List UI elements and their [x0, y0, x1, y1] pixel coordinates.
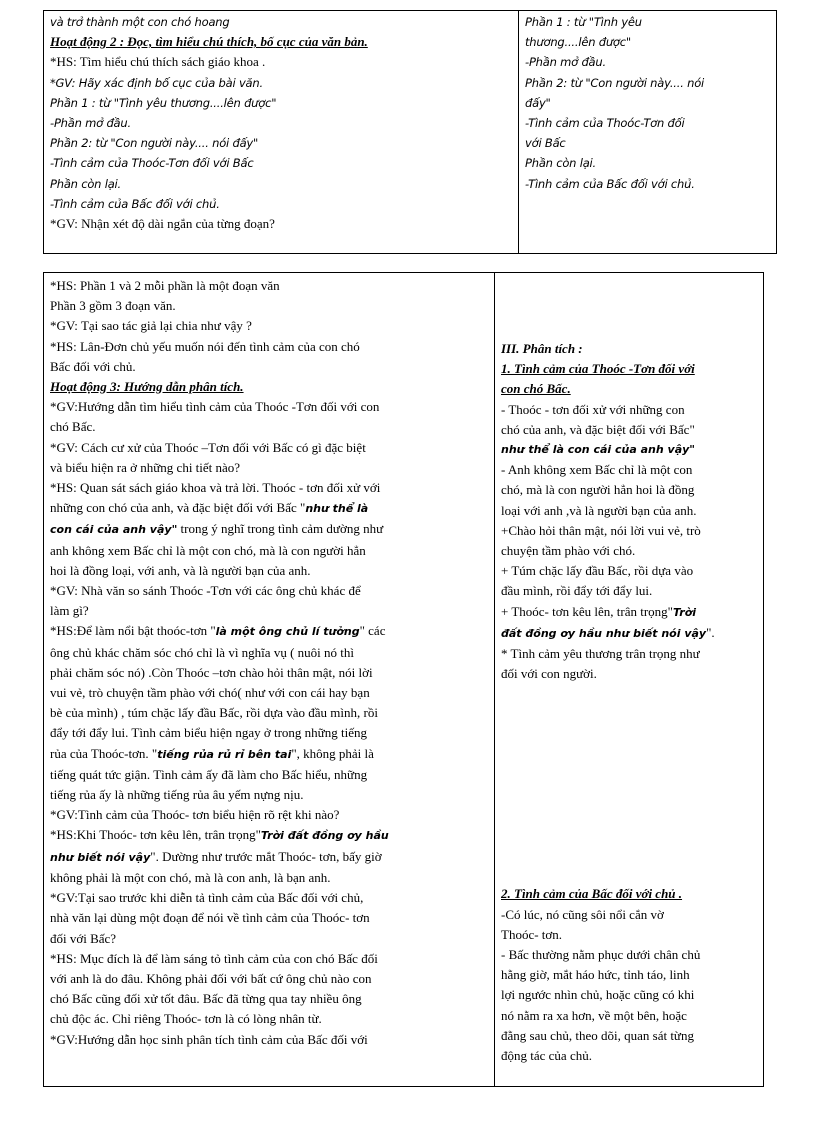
table-1: [43, 10, 777, 254]
text-line: không phải là một con chó, mà là con anh, là bạn anh.: [50, 869, 331, 885]
text-line: nhà văn lại dùng một đoạn để nói về tình cảm của Thoóc- tơn: [50, 910, 370, 926]
text-line: *GV: Tại sao tác giả lại chia như vậy ?: [50, 318, 252, 334]
text-line: *HS: Lân-Đơn chủ yếu muốn nói đến tình cảm của con chó: [50, 338, 360, 354]
text-line: vui vẻ, trò chuyện tầm phào với chó( như với con cái hay bạn: [50, 685, 370, 701]
text-line: +Chào hỏi thân mật, nói lời vui vẻ, trò: [501, 522, 701, 538]
text-line: tiếng quát tức giận. Tình cảm ấy đã làm cho Bấc hiểu, những: [50, 766, 368, 782]
text-line: chủ độc ác. Chỉ riêng Thoóc- tơn là có lòng nhân từ.: [50, 1011, 322, 1027]
emphasis-text: đất đồng ơy hầu như biết nói vậy: [501, 626, 707, 640]
emphasis-text: tiếng rủa rủ rỉ bên tai: [157, 747, 292, 761]
text-line: anh không xem Bấc chỉ là một con chó, mà là con người hẳn: [50, 542, 366, 558]
text-run: trong ý nghĩ trong tình cảm dường như: [177, 521, 384, 537]
text-line: chuyện tầm phào với chó.: [501, 543, 636, 559]
text-line: [501, 623, 757, 644]
text-line: -Phần mở đầu.: [50, 116, 131, 131]
table-2-left-cell: [44, 273, 494, 1086]
text-line: Phần còn lại.: [525, 156, 597, 171]
text-line: phải chăm sóc nó) .Còn Thoóc –tơn chào hỏi thân mật, nói lời: [50, 664, 373, 680]
text-line: đối với con người.: [501, 666, 597, 682]
text-line: - Anh không xem Bấc chỉ là một con: [501, 462, 693, 478]
text-line: - Thoóc - tơn đối xử với những con: [501, 401, 685, 417]
emphasis-text: như thể là: [305, 502, 369, 516]
text-line: -Phần mở đầu.: [525, 55, 606, 70]
text-line: đằng sau chủ, theo dõi, quan sát từng: [501, 1027, 694, 1043]
emphasis-text: là một ông chủ lí tưởng: [215, 625, 360, 639]
emphasis-text: con cái của anh vậy": [50, 523, 178, 537]
text-line: *GV:Tại sao trước khi diễn tả tình cảm của Bấc đối với chủ,: [50, 890, 364, 906]
text-line: với anh là do đâu. Không phải đối với bất cứ ông chủ nào con: [50, 970, 372, 986]
table-2: [43, 272, 764, 1087]
text-line: [50, 847, 488, 868]
text-line: - Bấc thường nằm phục dưới chân chủ: [501, 947, 701, 963]
text-line: -Tình cảm của Thoóc-Tơn đối với Bấc: [50, 156, 254, 171]
text-line: tiếng rủa ấy là những tiếng rủa âu yếm nựng nịu.: [50, 787, 304, 803]
text-line: chó Bấc cũng đối xử tốt đâu. Bấc đã từng qua tay nhiều ông: [50, 991, 362, 1007]
text-line: Bấc đối với chủ.: [50, 358, 136, 374]
text-line: -Tình cảm của Bấc đối với chủ.: [525, 176, 695, 191]
text-line: *GV: Nhận xét độ dài ngắn của từng đoạn?: [50, 216, 275, 232]
text-line: thương....lên được": [525, 35, 631, 50]
text-line: Phần còn lại.: [50, 176, 122, 191]
emphasis-text: Trời đất đồng ơy hầu: [260, 829, 389, 843]
text-line: -Tình cảm của Bấc đối với chủ.: [50, 196, 220, 211]
section-heading: III. Phân tích :: [501, 341, 583, 356]
text-line: [50, 621, 488, 642]
text-line: đấy": [525, 95, 551, 110]
text-line: Phần 1 : từ "Tình yêu: [525, 15, 642, 29]
text-line: *HS: Tìm hiểu chú thích sách giáo khoa .: [50, 54, 266, 70]
text-line: *GV: Cách cư xử của Thoóc –Tơn đối với Bấc có gì đặc biệt: [50, 439, 366, 455]
text-line: nó nằm ra xa hơn, về một bên, hoặc: [501, 1007, 687, 1023]
text-line: và trở thành một con chó hoang: [50, 15, 230, 29]
activity-heading: Hoạt động 2 : Đọc, tìm hiểu chú thích, bố cục của văn bản.: [50, 34, 368, 50]
emphasis-text: như thể là con cái của anh vậy": [501, 443, 696, 457]
text-line: làm gì?: [50, 603, 89, 619]
emphasis-text: như biết nói vậy: [50, 850, 151, 864]
text-line: *HS: Quan sát sách giáo khoa và trả lời. Thoóc - tơn đối xử với: [50, 480, 381, 496]
subsection-heading: con chó Bấc.: [501, 381, 571, 397]
text-run: ", không phải là: [291, 745, 374, 761]
text-line: hằng giờ, mắt háo hức, tỉnh táo, linh: [501, 967, 690, 983]
activity-heading: Hoạt động 3: Hướng dẫn phân tích.: [50, 379, 244, 395]
text-line: đẩy tới đẩy lui. Tình cảm biểu hiện ngay ở trong những tiếng: [50, 725, 367, 741]
text-run: *HS:Để làm nổi bật thoóc-tơn ": [50, 623, 216, 639]
text-line: chó Bấc.: [50, 419, 96, 435]
text-run: rủa của Thoóc-tơn. ": [50, 745, 158, 761]
text-run: + Thoóc- tơn kêu lên, trân trọng": [501, 603, 673, 619]
text-line: đầu mình, rồi đẩy tới đẩy lui.: [501, 583, 653, 599]
text-line: hoi là đồng loại, với anh, và là người bạn của anh.: [50, 562, 311, 578]
text-line: Phần 2: từ "Con người này.... nói đấy": [50, 136, 259, 151]
emphasis-text: Trời: [672, 605, 697, 619]
text-line: Phần 1 : từ "Tình yêu thương....lên được": [50, 95, 277, 110]
text-run: ".: [706, 624, 715, 640]
text-line: lợi ngước nhìn chủ, hoặc cũng có khi: [501, 987, 695, 1003]
text-line: [50, 498, 488, 519]
text-line: [501, 602, 757, 623]
text-line: *GV:Hướng dẫn tìm hiểu tình cảm của Thoóc -Tơn đối với con: [50, 399, 380, 415]
text-line: Phần 3 gồm 3 đoạn văn.: [50, 298, 176, 314]
table-1-right-cell: [519, 11, 776, 253]
text-line: chó, mà là con người hẳn hoi là đồng: [501, 482, 695, 498]
table-1-left-cell: [44, 11, 518, 253]
text-line: * Tình cảm yêu thương trân trọng như: [501, 646, 700, 662]
text-line: bè của mình) , túm chặc lấy đầu Bấc, rồi dựa vào đầu mình, rồi: [50, 705, 378, 721]
text-line: *HS: Mục đích là để làm sáng tỏ tình cảm của con chó Bấc đối: [50, 950, 378, 966]
text-line: loại với anh ,và là người bạn của anh.: [501, 502, 697, 518]
text-line: [50, 825, 488, 846]
text-line: đối với Bấc?: [50, 930, 117, 946]
subsection-heading: 1. Tình cảm của Thoóc -Tơn đối với: [501, 361, 695, 377]
text-run: " các: [359, 623, 386, 639]
table-2-right-cell: [495, 273, 763, 1086]
text-line: *GV:Tình cảm của Thoóc- tơn biểu hiện rõ rệt khi nào?: [50, 807, 340, 823]
text-line: với Bấc: [525, 136, 566, 151]
text-line: ông chủ khác chăm sóc chó chỉ là vì nghĩa vụ ( nuôi nó thì: [50, 644, 354, 660]
text-line: *GV: Nhà văn so sánh Thoóc -Tơn với các ông chủ khác để: [50, 583, 361, 599]
text-line: -Có lúc, nó cũng sôi nổi cắn vờ: [501, 906, 664, 922]
text-line: *HS: Phần 1 và 2 mỗi phần là một đoạn văn: [50, 278, 280, 293]
text-line: Thoóc- tơn.: [501, 926, 563, 942]
text-line: *GV:Hướng dẫn học sinh phân tích tình cảm của Bấc đối với: [50, 1031, 368, 1047]
text-line: Phần 2: từ "Con người này.... nói: [525, 75, 705, 90]
text-run: ". Dường như trước mắt Thoóc- tơn, bấy giờ: [150, 848, 382, 864]
text-run: những con chó của anh, và đặc biệt đối với Bấc ": [50, 500, 306, 516]
text-line: động tác của chủ.: [501, 1048, 592, 1064]
spacer: [501, 684, 757, 884]
text-line: -Tình cảm của Thoóc-Tơn đối: [525, 116, 685, 131]
text-line: và biểu hiện ra ở những chi tiết nào?: [50, 459, 241, 475]
text-line: [50, 744, 488, 765]
text-line: chó của anh, và đặc biệt đối với Bấc": [501, 421, 695, 437]
text-line: + Túm chặc lấy đầu Bấc, rồi dựa vào: [501, 563, 694, 579]
text-line: [50, 519, 488, 540]
text-run: *HS:Khi Thoóc- tơn kêu lên, trân trọng": [50, 827, 261, 843]
subsection-heading: 2. Tình cảm của Bấc đối với chủ .: [501, 886, 683, 902]
text-line: *GV: Hãy xác định bố cục của bài văn.: [50, 75, 263, 90]
